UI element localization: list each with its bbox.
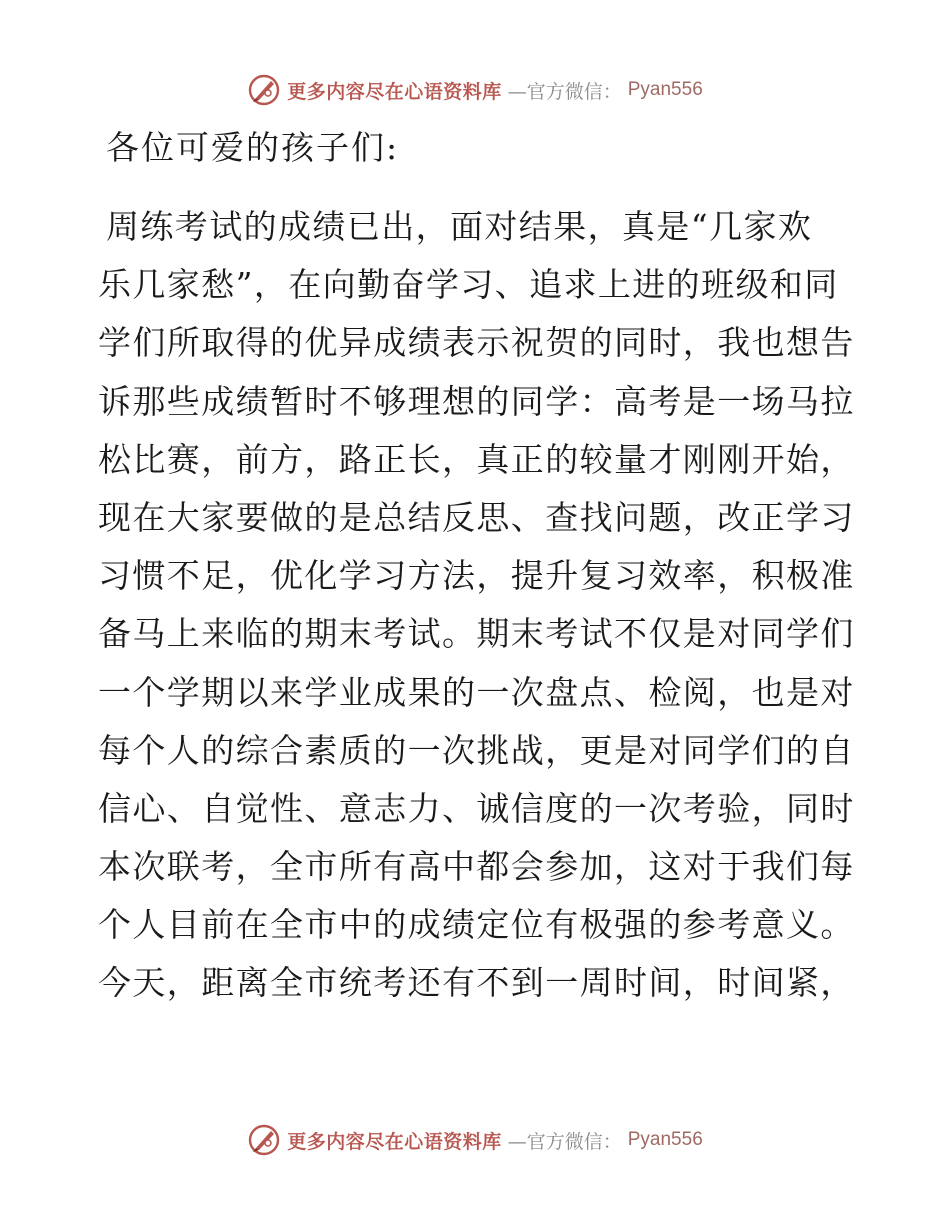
text-line: 一个学期以来学业成果的一次盘点、检阅，也是对 [98, 672, 855, 712]
text-line: 本次联考，全市所有高中都会参加，这对于我们每 [98, 847, 855, 887]
banner-wechat-id: Pyan556 [627, 79, 703, 100]
text-line: 备马上来临的期末考试。期末考试不仅是对同学们 [98, 614, 855, 654]
text-line: 现在大家要做的是总结反思、查找问题，改正学习 [98, 497, 855, 537]
text-line: 诉那些成绩暂时不够理想的同学：高考是一场马拉 [98, 381, 855, 421]
header-banner [0, 70, 950, 110]
banner-wechat-label: —官方微信： [507, 1130, 622, 1153]
text-line: 学们所取得的优异成绩表示祝贺的同时，我也想告 [98, 323, 855, 363]
text-line: 信心、自觉性、意志力、诚信度的一次考验，同时 [98, 788, 855, 828]
quill-pen-logo-icon [247, 73, 281, 107]
banner-wechat-id: Pyan556 [627, 1129, 703, 1150]
footer-banner [0, 1120, 950, 1160]
letter-body [98, 198, 858, 1013]
text-line: 今天，距离全市统考还有不到一周时间，时间紧， [98, 963, 855, 1003]
text-line: 习惯不足，优化学习方法，提升复习效率，积极准 [98, 556, 855, 596]
text-line: 周练考试的成绩已出，面对结果，真是“几家欢 [106, 207, 813, 246]
banner-promo-text: 更多内容尽在心语资料库 [287, 80, 502, 103]
quill-pen-logo-icon [247, 1123, 281, 1157]
banner-promo-text: 更多内容尽在心语资料库 [287, 1130, 502, 1153]
text-line: 每个人的综合素质的一次挑战，更是对同学们的自 [98, 730, 855, 770]
salutation: 各位可爱的孩子们: [106, 128, 400, 167]
banner-wechat-label: —官方微信： [507, 80, 622, 103]
text-line: 乐几家愁”，在向勤奋学习、追求上进的班级和同 [98, 265, 839, 305]
text-line: 松比赛，前方，路正长，真正的较量才刚刚开始， [98, 439, 855, 479]
text-line: 个人目前在全市中的成绩定位有极强的参考意义。 [98, 905, 855, 945]
